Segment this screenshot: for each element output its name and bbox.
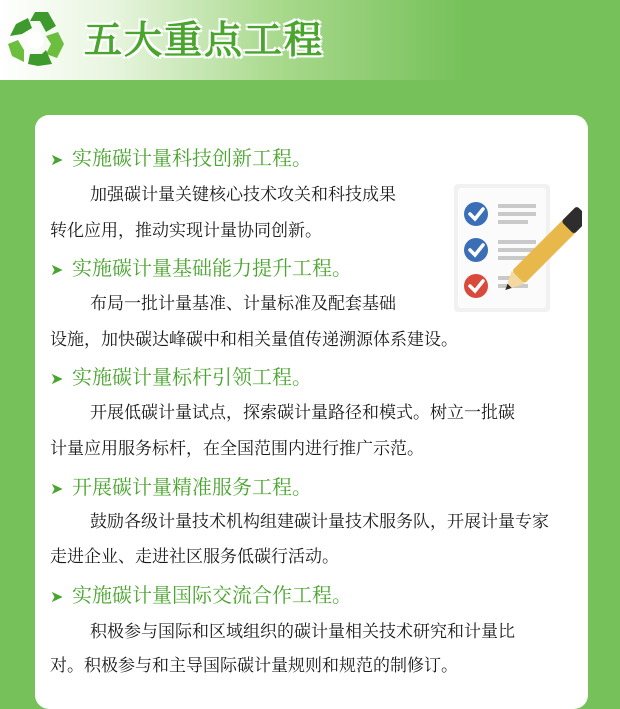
arrow-bullet-icon: ➤ — [50, 369, 64, 388]
section-title — [50, 472, 312, 502]
section-body-line: 转化应用，推动实现计量协同创新。 — [50, 221, 322, 241]
arrow-bullet-icon: ➤ — [50, 150, 64, 169]
recycle-icon — [2, 6, 68, 72]
section-title-text: 开展碳计量精准服务工程。 — [72, 475, 312, 499]
section-body-line: 布局一批计量基准、计量标准及配套基础 — [90, 294, 396, 314]
section-title — [50, 580, 352, 610]
section-title — [50, 362, 312, 392]
section-body-line: 加强碳计量关键核心技术攻关和科技成果 — [90, 185, 396, 205]
section-title — [50, 253, 352, 283]
section-body-line: 对。积极参与和主导国际碳计量规则和规范的制修订。 — [50, 656, 458, 676]
arrow-bullet-icon: ➤ — [50, 587, 64, 606]
section-body-line: 鼓励各级计量技术机构组建碳计量技术服务队，开展计量专家 — [90, 512, 549, 532]
section-title — [50, 143, 312, 173]
section-body-line: 积极参与国际和区域组织的碳计量相关技术研究和计量比 — [90, 622, 515, 642]
page-title: 五大重点工程 — [84, 18, 325, 62]
section-body-line: 走进企业、走进社区服务低碳行活动。 — [50, 547, 339, 567]
section-body-line: 开展低碳计量试点，探索碳计量路径和模式。树立一批碳 — [90, 403, 515, 423]
section-body-line: 设施，加快碳达峰碳中和相关量值传递溯源体系建设。 — [50, 330, 458, 350]
section-title-text: 实施碳计量科技创新工程。 — [72, 146, 312, 170]
section-title-text: 实施碳计量国际交流合作工程。 — [72, 583, 352, 607]
section-title-text: 实施碳计量基础能力提升工程。 — [72, 256, 352, 280]
arrow-bullet-icon: ➤ — [50, 260, 64, 279]
checklist-pen-icon — [452, 180, 582, 315]
arrow-bullet-icon: ➤ — [50, 479, 64, 498]
section-body-line: 计量应用服务标杆，在全国范围内进行推广示范。 — [50, 439, 424, 459]
section-title-text: 实施碳计量标杆引领工程。 — [72, 365, 312, 389]
